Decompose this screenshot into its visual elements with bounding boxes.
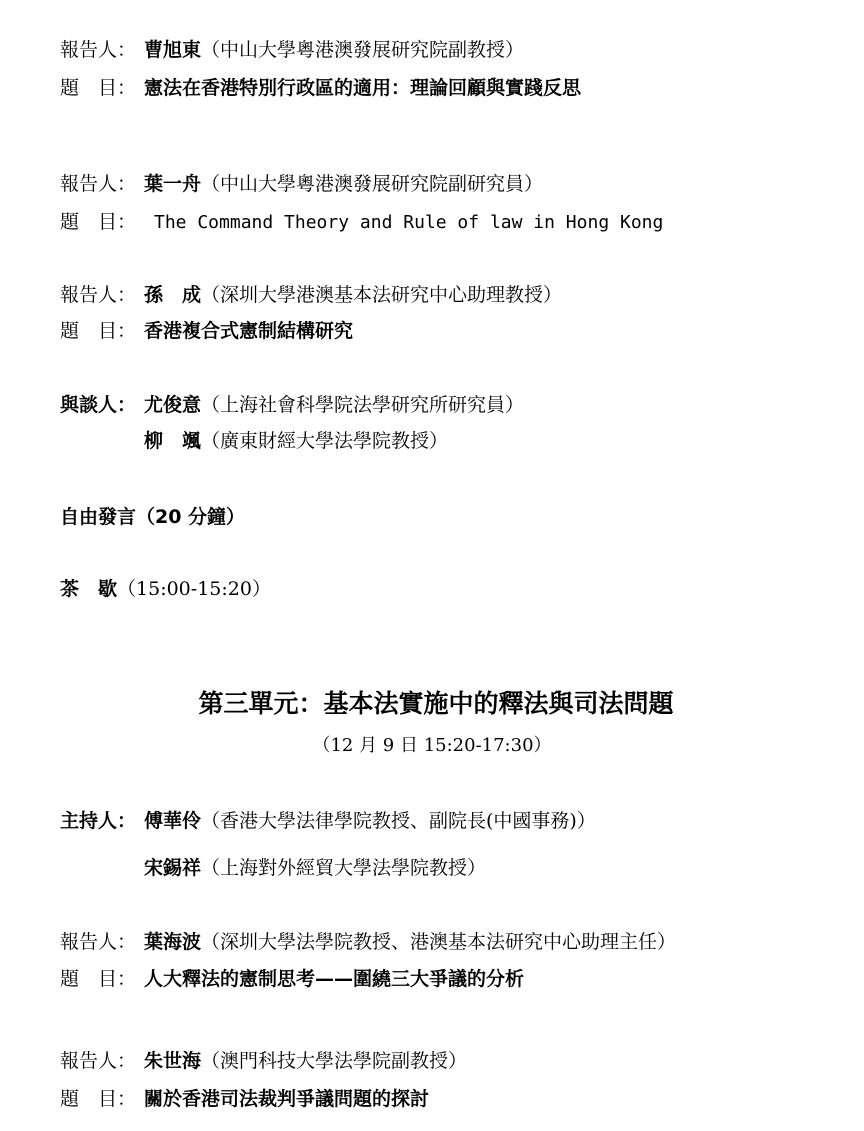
discussant-name: 尤俊意 bbox=[144, 394, 202, 416]
speaker-label: 報告人： bbox=[60, 931, 137, 953]
speaker-affiliation: （澳門科技大學法學院副教授） bbox=[201, 1050, 468, 1072]
host-name: 傅華伶 bbox=[144, 810, 202, 832]
speaker-name: 朱世海 bbox=[144, 1050, 202, 1072]
topic-title: 香港複合式憲制結構研究 bbox=[144, 320, 354, 342]
discussant-name: 柳 颯 bbox=[144, 430, 202, 452]
speaker-line bbox=[60, 171, 543, 197]
topic-label: 題 目： bbox=[60, 211, 137, 233]
topic-line bbox=[60, 318, 353, 344]
discussant-affiliation: （上海社會科學院法學研究所研究員） bbox=[201, 394, 525, 416]
host-name: 宋錫祥 bbox=[144, 857, 202, 879]
speaker-affiliation: （深圳大學法學院教授、港澳基本法研究中心助理主任） bbox=[201, 931, 677, 953]
speaker-line bbox=[60, 929, 676, 955]
speaker-line bbox=[60, 282, 562, 308]
topic-line bbox=[60, 75, 581, 101]
speaker-label: 報告人： bbox=[60, 173, 137, 195]
topic-title: 人大釋法的憲制思考——圍繞三大爭議的分析 bbox=[144, 968, 525, 990]
topic-label: 題 目： bbox=[60, 320, 137, 342]
tea-break-time: （15:00-15:20） bbox=[117, 578, 271, 600]
topic-line bbox=[60, 209, 663, 236]
discussant-label: 與談人： bbox=[60, 394, 137, 416]
tea-break-label: 茶 歇 bbox=[60, 578, 118, 600]
speaker-name: 曹旭東 bbox=[144, 39, 202, 61]
speaker-line bbox=[60, 37, 524, 63]
host-line bbox=[60, 855, 486, 881]
section-time: （12 月 9 日 15:20-17:30） bbox=[312, 735, 552, 756]
speaker-name: 孫 成 bbox=[144, 284, 202, 306]
speaker-label: 報告人： bbox=[60, 39, 137, 61]
host-line bbox=[60, 808, 596, 834]
host-affiliation: （香港大學法律學院教授、副院長(中國事務)） bbox=[201, 810, 596, 832]
topic-label: 題 目： bbox=[60, 77, 137, 99]
topic-label: 題 目： bbox=[60, 1088, 137, 1110]
tea-break-line bbox=[60, 576, 271, 602]
topic-line bbox=[60, 1086, 429, 1112]
free-speech-label: 自由發言（20 分鐘） bbox=[60, 506, 246, 528]
free-speech-line bbox=[60, 504, 245, 530]
discussant-affiliation: （廣東財經大學法學院教授） bbox=[201, 430, 449, 452]
discussant-line bbox=[60, 428, 448, 454]
discussant-line bbox=[60, 392, 524, 418]
topic-title: 關於香港司法裁判爭議問題的探討 bbox=[144, 1088, 430, 1110]
topic-label: 題 目： bbox=[60, 968, 137, 990]
speaker-label: 報告人： bbox=[60, 284, 137, 306]
host-label: 主持人： bbox=[60, 810, 137, 832]
speaker-affiliation: （中山大學粵港澳發展研究院副研究員） bbox=[201, 173, 544, 195]
host-affiliation: （上海對外經貿大學法學院教授） bbox=[201, 857, 487, 879]
speaker-label: 報告人： bbox=[60, 1050, 137, 1072]
speaker-affiliation: （深圳大學港澳基本法研究中心助理教授） bbox=[201, 284, 563, 306]
topic-title: 憲法在香港特別行政區的適用：理論回顧與實踐反思 bbox=[144, 77, 582, 99]
topic-title: The Command Theory and Rule of law in Hong Kong bbox=[154, 212, 664, 233]
section-title: 第三單元：基本法實施中的釋法與司法問題 bbox=[198, 689, 674, 718]
speaker-line bbox=[60, 1048, 467, 1074]
speaker-affiliation: （中山大學粵港澳發展研究院副教授） bbox=[201, 39, 525, 61]
speaker-name: 葉一舟 bbox=[144, 173, 202, 195]
speaker-name: 葉海波 bbox=[144, 931, 202, 953]
topic-line bbox=[60, 966, 524, 992]
